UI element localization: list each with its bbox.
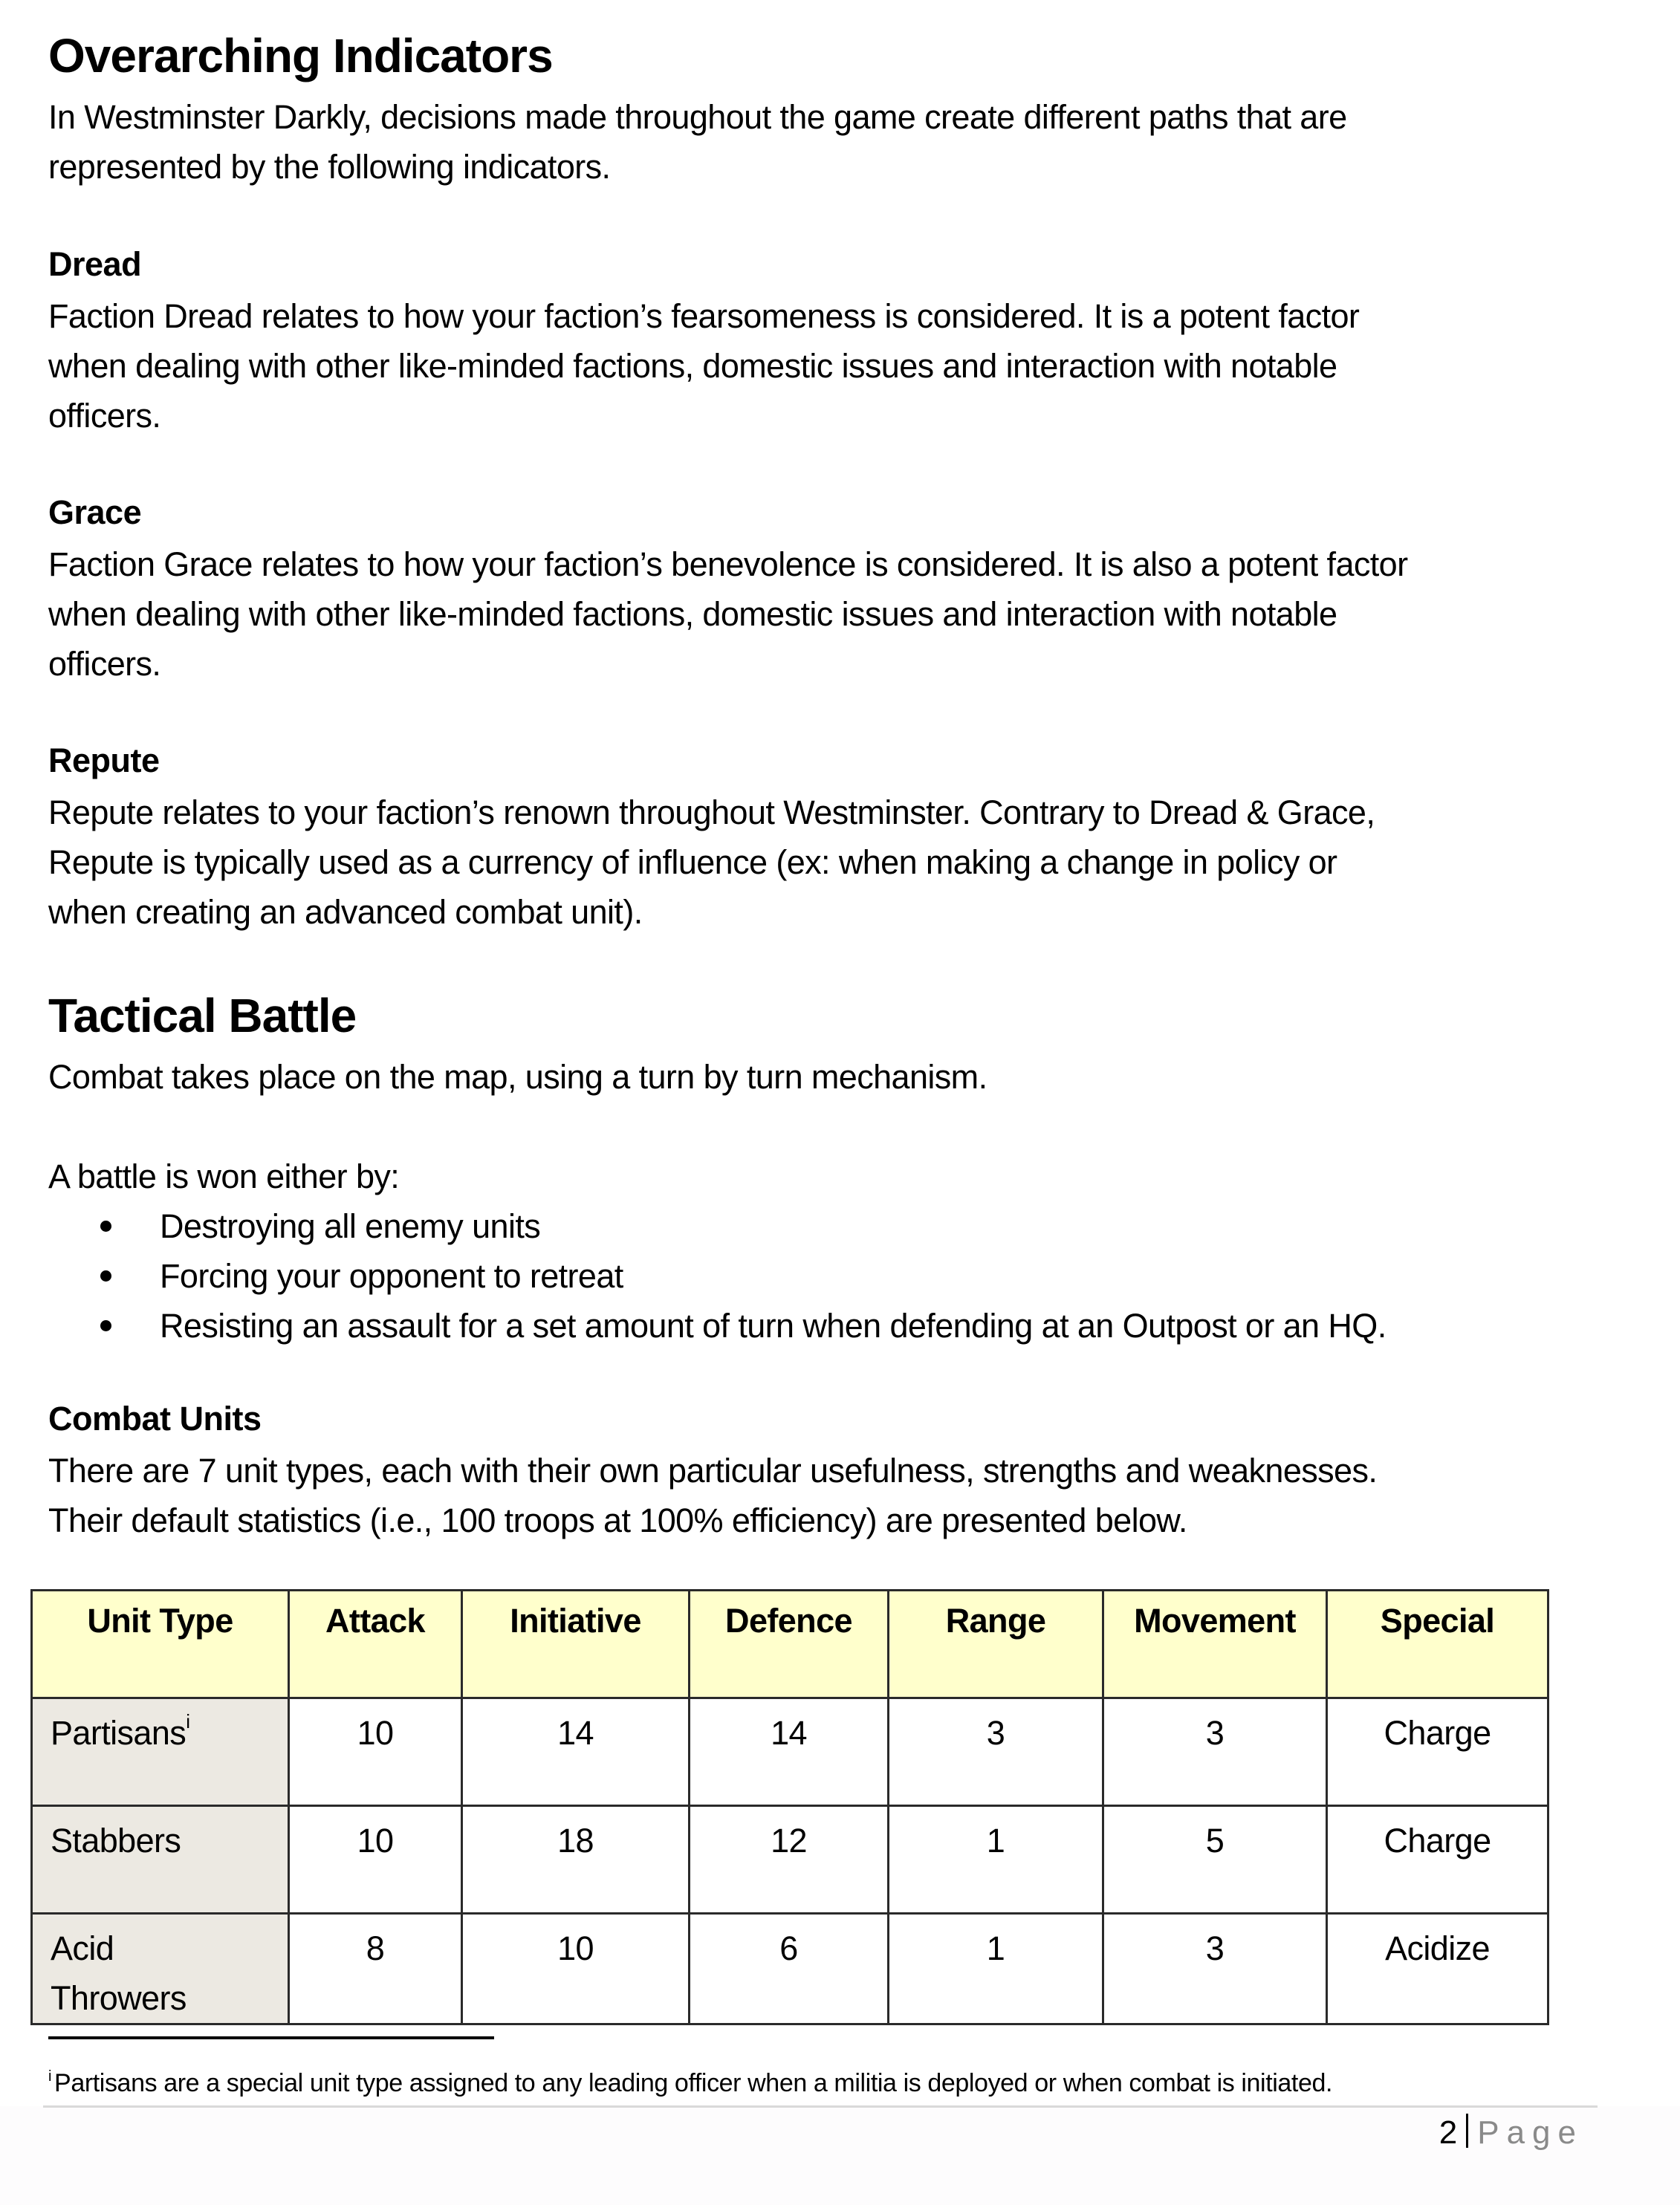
header-special: Special: [1327, 1591, 1548, 1698]
dread-line-2: when dealing with other like-minded factions, domestic issues and interaction with notable: [48, 347, 1337, 385]
cell-attack: 10: [289, 1698, 462, 1806]
units-text-line-1: There are 7 unit types, each with their own particular usefulness, strengths and weaknesses.: [48, 1452, 1378, 1490]
list-item-text: Destroying all enemy units: [160, 1207, 541, 1245]
header-initiative: Initiative: [462, 1591, 690, 1698]
table-header-row: [32, 1591, 1548, 1698]
footnote: [48, 2069, 1332, 2098]
cell-attack: 8: [289, 1914, 462, 2024]
page-label: Page: [1477, 2114, 1583, 2151]
header-movement: Movement: [1103, 1591, 1327, 1698]
header-unit-type: Unit Type: [32, 1591, 289, 1698]
intro-line-1: In Westminster Darkly, decisions made throughout the game create different paths that are: [48, 98, 1347, 136]
cell-defence: 14: [690, 1698, 889, 1806]
footnote-text: Partisans are a special unit type assigned to any leading officer when a militia is deployed or when combat is initiated.: [54, 2069, 1333, 2097]
table-row: [32, 1914, 1548, 2024]
header-attack: Attack: [289, 1591, 462, 1698]
list-item: [48, 1251, 1387, 1301]
list-item-text: Resisting an assault for a set amount of turn when defending at an Outpost or an HQ.: [160, 1307, 1387, 1345]
cell-range: 1: [889, 1914, 1103, 2024]
cell-defence: 6: [690, 1914, 889, 2024]
cell-attack: 10: [289, 1806, 462, 1914]
cell-movement: 5: [1103, 1806, 1327, 1914]
section-title-overarching-indicators: Overarching Indicators: [48, 29, 553, 82]
cell-special: Acidize: [1327, 1914, 1548, 2024]
cell-range: 3: [889, 1698, 1103, 1806]
tactical-intro: Combat takes place on the map, using a turn by turn mechanism.: [48, 1058, 987, 1096]
units-text-line-2: Their default statistics (i.e., 100 troops at 100% efficiency) are presented below.: [48, 1501, 1187, 1539]
grace-line-1: Faction Grace relates to how your faction’s benevolence is considered. It is also a potent factor: [48, 545, 1408, 583]
repute-line-3: when creating an advanced combat unit).: [48, 893, 643, 931]
page-separator: [1466, 2114, 1468, 2148]
bullet-icon: [100, 1320, 111, 1331]
repute-line-1: Repute relates to your faction’s renown throughout Westminster. Contrary to Dread & Grace,: [48, 793, 1375, 831]
heading-combat-units: Combat Units: [48, 1400, 262, 1438]
grace-line-3: officers.: [48, 645, 161, 683]
table-row: [32, 1698, 1548, 1806]
footnote-marker[interactable]: i: [186, 1710, 190, 1732]
cell-unit: Stabbers: [32, 1806, 289, 1914]
cell-range: 1: [889, 1806, 1103, 1914]
list-item: [48, 1301, 1387, 1351]
table-row: [32, 1806, 1548, 1914]
footnote-marker: i: [48, 2068, 52, 2085]
header-defence: Defence: [690, 1591, 889, 1698]
list-item-text: Forcing your opponent to retreat: [160, 1257, 623, 1295]
footer-divider: [43, 2105, 1598, 2108]
page-number: [1439, 2114, 1583, 2152]
list-item: [48, 1201, 1387, 1251]
cell-unit: Acid Throwers: [32, 1914, 289, 2024]
cell-initiative: 14: [462, 1698, 690, 1806]
grace-line-2: when dealing with other like-minded factions, domestic issues and interaction with notable: [48, 595, 1337, 633]
cell-movement: 3: [1103, 1698, 1327, 1806]
heading-repute: Repute: [48, 741, 160, 779]
section-title-tactical-battle: Tactical Battle: [48, 989, 357, 1042]
cell-initiative: 10: [462, 1914, 690, 2024]
win-conditions-list: [48, 1201, 1387, 1351]
footnote-separator: [48, 2036, 494, 2039]
bullet-icon: [100, 1221, 111, 1232]
win-intro: A battle is won either by:: [48, 1157, 400, 1195]
repute-line-2: Repute is typically used as a currency of influence (ex: when making a change in policy or: [48, 843, 1337, 881]
page-number-value: 2: [1439, 2114, 1458, 2151]
cell-defence: 12: [690, 1806, 889, 1914]
unit-stats-table: [30, 1589, 1549, 2025]
header-range: Range: [889, 1591, 1103, 1698]
cell-initiative: 18: [462, 1806, 690, 1914]
intro-line-2: represented by the following indicators.: [48, 148, 611, 186]
cell-special: Charge: [1327, 1698, 1548, 1806]
heading-grace: Grace: [48, 493, 142, 531]
cell-movement: 3: [1103, 1914, 1327, 2024]
cell-unit: Partisans$^i$: [32, 1698, 289, 1806]
dread-line-3: officers.: [48, 397, 161, 435]
bullet-icon: [100, 1270, 111, 1282]
cell-special: Charge: [1327, 1806, 1548, 1914]
page-footer: [0, 2106, 1680, 2205]
dread-line-1: Faction Dread relates to how your faction’s fearsomeness is considered. It is a potent factor: [48, 297, 1360, 335]
heading-dread: Dread: [48, 245, 142, 283]
